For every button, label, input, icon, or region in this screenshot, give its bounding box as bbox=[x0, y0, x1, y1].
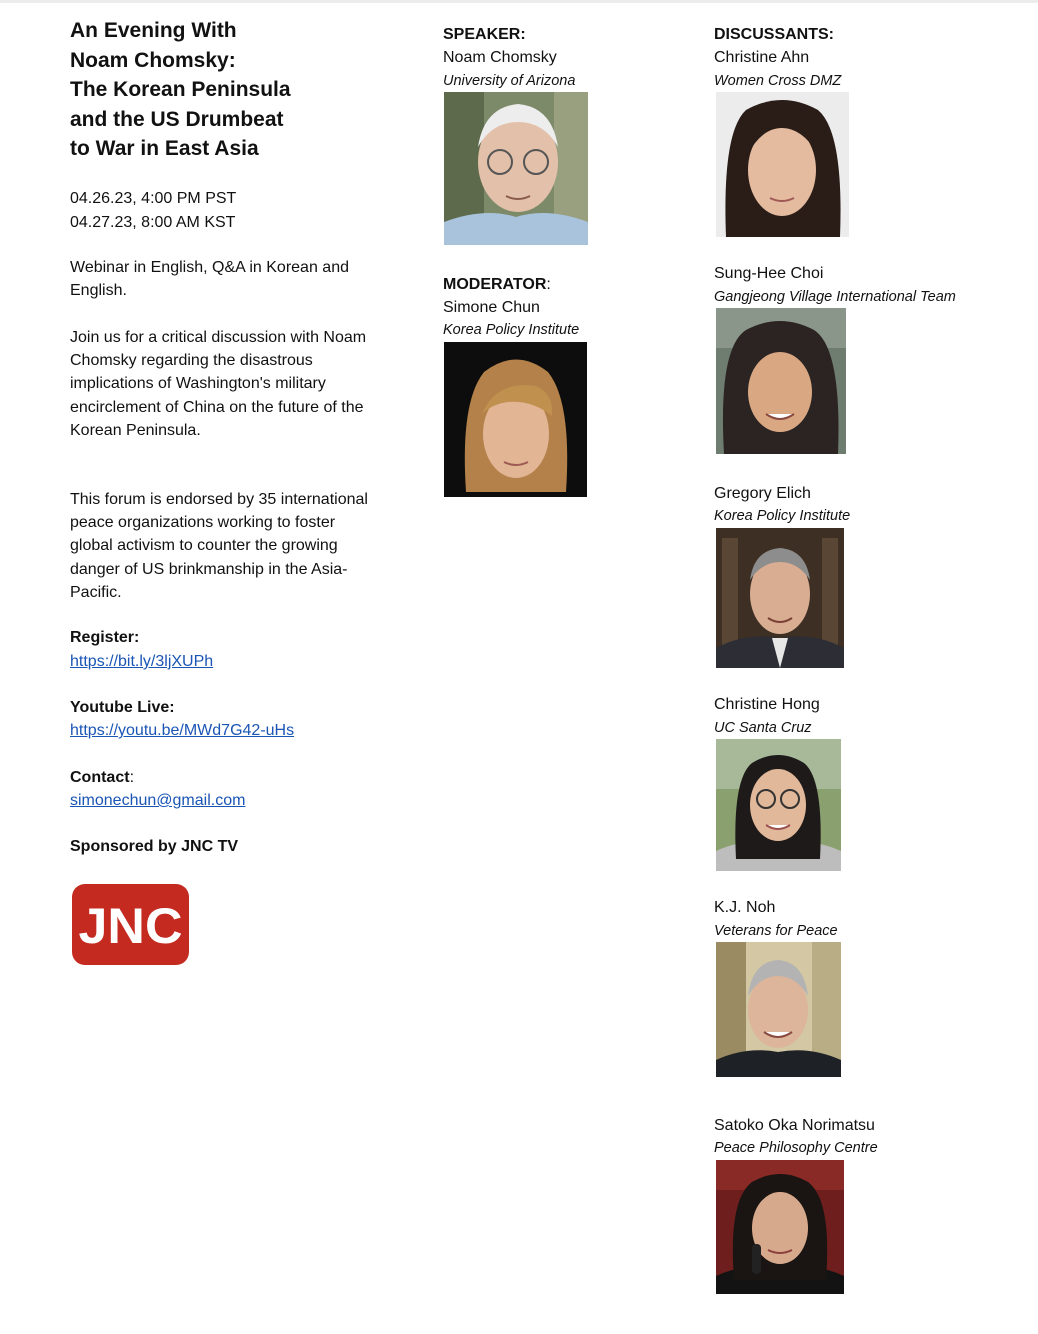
moderator-name: Simone Chun bbox=[443, 299, 540, 316]
youtube-label: Youtube Live: bbox=[70, 699, 175, 716]
contact-label: Contact bbox=[70, 769, 130, 786]
event-title: An Evening With Noam Chomsky: The Korean Peninsula and the US Drumbeat to War in East Asia bbox=[70, 19, 291, 161]
discussant-affiliation: UC Santa Cruz bbox=[714, 720, 812, 736]
discussant-name: Satoko Oka Norimatsu bbox=[714, 1117, 875, 1134]
contact-email-link[interactable]: simonechun@gmail.com bbox=[70, 792, 246, 809]
youtube-link[interactable]: https://youtu.be/MWd7G42-uHs bbox=[70, 722, 295, 739]
moderator-colon: : bbox=[546, 276, 551, 293]
discussant-name: Christine Ahn bbox=[714, 49, 810, 66]
jnc-logo bbox=[72, 884, 189, 965]
discussant-affiliation: Gangjeong Village International Team bbox=[714, 289, 956, 305]
moderator-affiliation: Korea Policy Institute bbox=[443, 322, 580, 338]
register-link[interactable]: https://bit.ly/3ljXUPh bbox=[70, 653, 214, 670]
contact-colon: : bbox=[129, 769, 135, 786]
event-dates: 04.26.23, 4:00 PM PST 04.27.23, 8:00 AM KST bbox=[70, 190, 237, 231]
discussant-affiliation: Veterans for Peace bbox=[714, 923, 838, 939]
discussants-heading: DISCUSSANTS: bbox=[714, 26, 835, 43]
moderator-photo bbox=[444, 342, 587, 497]
contact-label-row bbox=[70, 767, 134, 789]
top-border bbox=[0, 0, 1038, 3]
discussant-photo bbox=[716, 942, 841, 1077]
discussant-name: K.J. Noh bbox=[714, 899, 776, 916]
discussant-affiliation: Peace Philosophy Centre bbox=[714, 1140, 878, 1156]
endorsement-text: This forum is endorsed by 35 international peace organizations working to foster global activism to counter the growing danger of US brinkmanship in the Asia-Pacific. bbox=[70, 491, 368, 601]
discussant-name: Gregory Elich bbox=[714, 485, 811, 502]
speaker-heading: SPEAKER: bbox=[443, 26, 526, 43]
discussant-photo bbox=[716, 308, 846, 454]
discussant-affiliation: Korea Policy Institute bbox=[714, 508, 851, 524]
moderator-heading-row bbox=[443, 276, 551, 294]
language-note: Webinar in English, Q&A in Korean and English. bbox=[70, 259, 349, 300]
discussant-photo bbox=[716, 528, 844, 668]
discussant-photo bbox=[716, 739, 841, 871]
moderator-heading: MODERATOR bbox=[443, 276, 547, 293]
discussant-photo bbox=[716, 1160, 844, 1294]
register-label: Register: bbox=[70, 629, 140, 646]
discussant-name: Christine Hong bbox=[714, 696, 820, 713]
logo-text: JNC bbox=[78, 898, 183, 954]
discussant-name: Sung-Hee Choi bbox=[714, 265, 824, 282]
speaker-photo bbox=[444, 92, 588, 245]
speaker-affiliation: University of Arizona bbox=[443, 73, 576, 89]
discussant-photo bbox=[716, 92, 849, 237]
speaker-name: Noam Chomsky bbox=[443, 49, 557, 66]
event-description: Join us for a critical discussion with Noam Chomsky regarding the disastrous implications of Washington's military encirclement of China on the future of the Korean Peninsula. bbox=[70, 329, 367, 439]
sponsor-label: Sponsored by JNC TV bbox=[70, 838, 239, 855]
discussant-affiliation: Women Cross DMZ bbox=[714, 73, 842, 89]
